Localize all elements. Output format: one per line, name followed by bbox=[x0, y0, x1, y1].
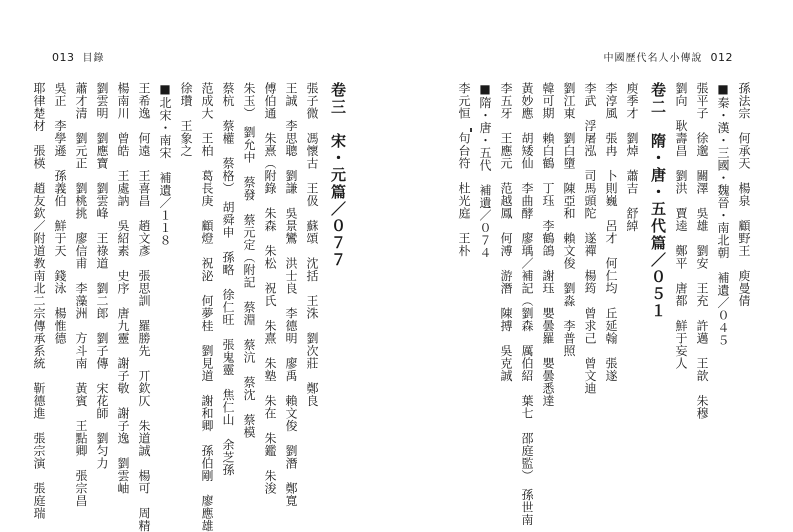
entry-column: 庾季才 劉焯 蕭吉 舒綽 bbox=[625, 82, 639, 232]
entry-column: 李淳風 張冉 卜則巍 呂才 何仁均 丘延翰 張遂 bbox=[604, 82, 618, 382]
entry-column: 蕭才清 劉元正 劉桃挑 廖信甫 李藻洲 方斗南 黃賓 王點卿 張宗昌 bbox=[74, 82, 88, 507]
page-number: 012 bbox=[710, 51, 733, 64]
right-page-contents bbox=[457, 82, 751, 526]
right-page-header bbox=[604, 50, 734, 66]
supplement-heading: ■秦・漢・三國・魏晉・南北朝 補遺／０４５ bbox=[716, 82, 730, 347]
page-number: 013 bbox=[52, 51, 75, 64]
entry-column: 黃妙應 胡矮仙 李曲酵 廖瑀／補記（劉森 厲伯紹 葉七 邵庭監） 孫世南 bbox=[520, 82, 534, 526]
entry-column: 蔡杭 蔡權 蔡格） 胡舜申 孫略 徐仁旺 張鬼靈 焦仁山 余芝孫 bbox=[221, 82, 235, 476]
entry-column: 韓可期 賴白鶴 丁珏 李鶴鴿 謝珏 嬰曇羅 嬰曇悉達 bbox=[541, 82, 555, 407]
entry-column: 李五牙 王應元 范越鳳 何溥 游潛 陳搏 吳克誠 bbox=[499, 82, 513, 382]
entry-column: 張平子 徐邈 關澤 吳雄 劉安 王充 許邁 王歆 朱穆 bbox=[695, 82, 709, 420]
running-title: 目錄 bbox=[82, 53, 105, 64]
left-page-header bbox=[52, 50, 105, 66]
entry-column: 吳正 李學遜 孫義伯 鮮于天 錢泳 楊惟德 bbox=[53, 82, 67, 345]
entry-column: 李武 浮屠泓 司馬頭陀 遂禪 楊筠 曾求己 曾文迪 bbox=[583, 82, 597, 395]
entry-column: 朱玉） 劉允中 蔡發 蔡元定（附記 蔡淵 蔡沆 蔡沈 蔡模 bbox=[242, 82, 256, 439]
chapter-heading: 卷二 隋・唐・五代篇／０５１ bbox=[649, 82, 667, 320]
supplement-heading: ■北宋・南宋 補遺／１１８ bbox=[158, 82, 172, 247]
entry-column: 劉江東 劉白墮 陳亞和 賴文俊 劉淼 李普照 bbox=[562, 82, 576, 357]
entry-column: 劉雲明 劉應寶 劉雲峰 王祿道 劉二郎 劉子傳 宋花師 劉匀力 bbox=[95, 82, 109, 470]
entry-column: 徐瓚 王象之 bbox=[179, 82, 193, 157]
entry-column: 楊南川 曾皓 王處訥 吳紹素 史序 唐九靈 謝子敬 謝子逸 劉雲岫 bbox=[116, 82, 130, 495]
entry-column: 耶律楚材 張楧 趙友欽／附道教南北二宗傳承系統 靳德進 張宗演 張庭瑞 bbox=[32, 82, 46, 520]
entry-column: 傅伯通 朱熹（附錄 朱森 朱松 祝氏 朱熹 朱塾 朱在 朱鑑 朱浚 bbox=[263, 82, 277, 495]
entry-column: 孫法宗 何承天 楊泉 顧野王 庾曼倩 bbox=[737, 82, 751, 307]
supplement-heading: ■隋・唐・五代 補遺／０７４ bbox=[478, 82, 492, 259]
entry-column: 王誠 李思聰 劉謙 吳景鸞 洪士良 李德明 廖禹 賴文俊 劉潛 鄭寬 bbox=[284, 82, 298, 507]
running-title: 中國歷代名人小傳說 bbox=[603, 53, 703, 64]
entry-column: 李元恒 句台符 杜光庭 王朴 bbox=[457, 82, 471, 257]
entry-column: 劉向 耿壽昌 劉洪 賈逵 鄭平 唐都 鮮于妄人 bbox=[674, 82, 688, 370]
left-page-contents bbox=[32, 82, 350, 532]
entry-column: 王希逸 何遠 王喜昌 趙文彥 張思訓 羅勝先 丌欽仄 朱道誠 楊可 周精 bbox=[137, 82, 151, 532]
entry-column: 范成大 王柏 葛長庚 顧燈 祝泌 何夢桂 劉見道 謝和卿 孫伯剛 廖應雄 bbox=[200, 82, 214, 532]
chapter-heading: 卷三 宋・元篇／０７７ bbox=[329, 82, 347, 269]
entry-column: 張子微 馮懷古 王伋 蘇頌 沈括 王洙 劉次莊 鄭良 bbox=[305, 82, 319, 407]
